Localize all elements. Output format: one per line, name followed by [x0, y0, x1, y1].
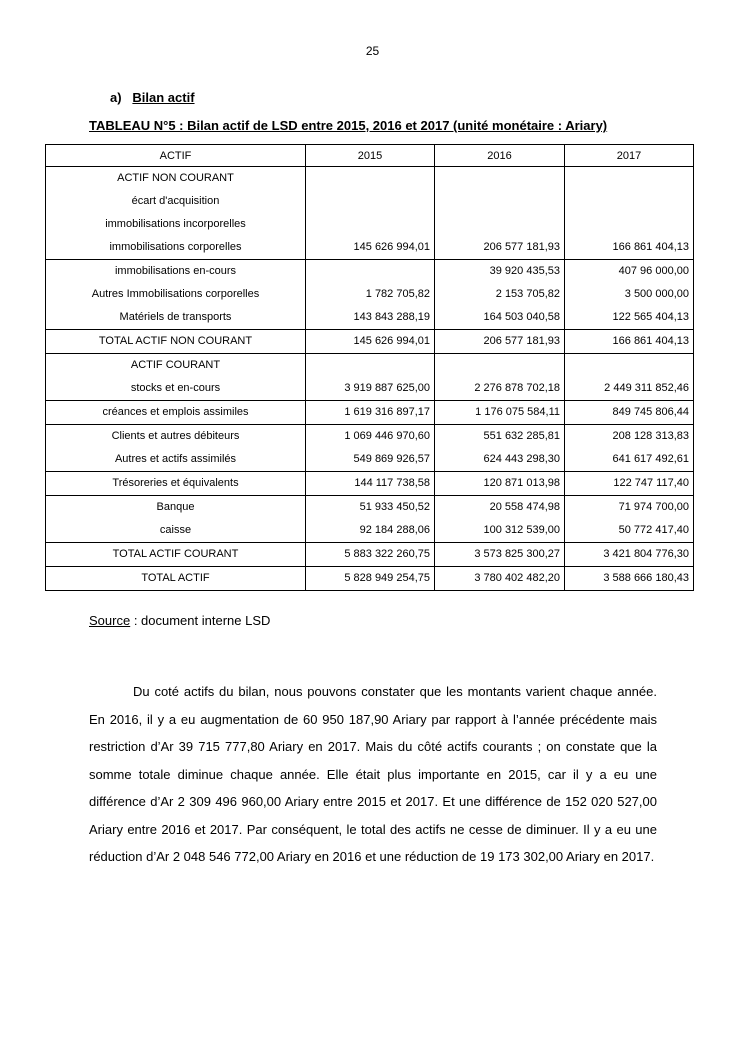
value-2016-cell: [435, 167, 565, 260]
actif-label-cell: [46, 401, 306, 425]
row-value: [569, 354, 689, 377]
row-value: 92 184 288,06: [359, 524, 430, 536]
value-2017-cell: [565, 567, 694, 591]
row-value: [439, 213, 560, 236]
value-2015-cell: [306, 543, 435, 567]
row-value: 166 861 404,13: [612, 335, 689, 347]
row-value: [439, 354, 560, 377]
row-label: Matériels de transports: [119, 311, 232, 323]
value-2017-cell: [565, 330, 694, 354]
row-value: 641 617 492,61: [612, 453, 689, 465]
row-value: 39 920 435,53: [489, 265, 560, 277]
row-value: 20 558 474,98: [489, 501, 560, 513]
header-actif: ACTIF: [46, 145, 306, 167]
row-value: 3 780 402 482,20: [474, 572, 560, 584]
value-2017-cell: [565, 401, 694, 425]
row-value: 849 745 806,44: [612, 406, 689, 418]
row-value: 407 96 000,00: [618, 265, 689, 277]
value-2016-cell: [435, 496, 565, 543]
row-value: 3 421 804 776,30: [603, 548, 689, 560]
actif-label-cell: [46, 472, 306, 496]
row-value: [310, 167, 430, 190]
value-2015-cell: [306, 401, 435, 425]
value-2015-cell: [306, 167, 435, 260]
row-label: Autres Immobilisations corporelles: [91, 288, 260, 300]
value-2016-cell: [435, 543, 565, 567]
value-2016-cell: [435, 567, 565, 591]
table-row: [46, 260, 694, 330]
table-row: [46, 354, 694, 401]
value-2017-cell: [565, 543, 694, 567]
row-value: 3 588 666 180,43: [603, 572, 689, 584]
row-value: 206 577 181,93: [483, 241, 560, 253]
row-value: 145 626 994,01: [353, 335, 430, 347]
row-value: [569, 167, 689, 190]
row-label: caisse: [159, 524, 192, 536]
row-label: écart d'acquisition: [131, 195, 220, 207]
value-2015-cell: [306, 472, 435, 496]
row-value: 3 500 000,00: [624, 288, 689, 300]
value-2015-cell: [306, 354, 435, 401]
value-2017-cell: [565, 260, 694, 330]
table-caption: TABLEAU N°5 : Bilan actif de LSD entre 2015, 2016 et 2017 (unité monétaire : Ariary): [89, 118, 608, 133]
row-value: 2 153 705,82: [495, 288, 560, 300]
row-value: 2 449 311 852,46: [604, 382, 689, 394]
row-value: 71 974 700,00: [618, 501, 689, 513]
value-2016-cell: [435, 354, 565, 401]
row-label: immobilisations corporelles: [109, 241, 242, 253]
row-label: TOTAL ACTIF NON COURANT: [98, 335, 253, 347]
value-2015-cell: [306, 330, 435, 354]
row-value: [569, 190, 689, 213]
value-2016-cell: [435, 330, 565, 354]
row-value: [310, 354, 430, 377]
row-label: immobilisations en-cours: [114, 265, 237, 277]
table-row: [46, 472, 694, 496]
row-value: 2 276 878 702,18: [474, 382, 560, 394]
row-value: 549 869 926,57: [353, 453, 430, 465]
value-2015-cell: [306, 260, 435, 330]
table-row: [46, 330, 694, 354]
row-label: créances et emplois assimiles: [102, 406, 249, 418]
table-row: [46, 401, 694, 425]
value-2016-cell: [435, 472, 565, 496]
row-value: 145 626 994,01: [353, 241, 430, 253]
value-2015-cell: [306, 567, 435, 591]
actif-label-cell: [46, 354, 306, 401]
row-value: 1 782 705,82: [365, 288, 430, 300]
table-row: [46, 496, 694, 543]
row-value: 122 747 117,40: [613, 477, 689, 489]
row-label: ACTIF NON COURANT: [117, 172, 234, 184]
row-value: 3 573 825 300,27: [474, 548, 560, 560]
row-value: [569, 213, 689, 236]
analysis-paragraph: Du coté actifs du bilan, nous pouvons constater que les montants varient chaque année. En 2016, il y a eu augmentation de 60 950 187,90 Ariary par rapport à l’année précédente mais restriction d’Ar 39 715 777,80 Ariary en 2017. Mais du côté actifs courants ; on constate que la somme totale diminue chaque année. Elle était plus importante en 2015, car il y a eu une différence d’Ar 2 309 496 960,00 Ariary entre 2015 et 2017. Et une différence de 152 020 527,00 Ariary entre 2016 et 2017. Par conséquent, le total des actifs ne cesse de diminuer. Il y a eu une réduction d’Ar 2 048 546 772,00 Ariary en 2016 et une réduction de 19 173 302,00 Ariary en 2017.: [89, 684, 657, 864]
source-note: [89, 613, 270, 628]
table-row: [46, 167, 694, 260]
actif-label-cell: [46, 543, 306, 567]
value-2017-cell: [565, 354, 694, 401]
row-value: [310, 190, 430, 213]
section-heading: [110, 90, 195, 105]
row-value: 1 176 075 584,11: [475, 406, 560, 418]
actif-label-cell: [46, 260, 306, 330]
row-value: 120 871 013,98: [483, 477, 560, 489]
row-value: 164 503 040,58: [483, 311, 560, 323]
row-label: TOTAL ACTIF COURANT: [112, 548, 239, 560]
value-2016-cell: [435, 401, 565, 425]
table-row: [46, 425, 694, 472]
actif-label-cell: [46, 567, 306, 591]
source-label: Source: [89, 613, 131, 628]
actif-label-cell: [46, 167, 306, 260]
row-value: 1 619 316 897,17: [344, 406, 430, 418]
row-value: 166 861 404,13: [612, 241, 689, 253]
row-label: Clients et autres débiteurs: [111, 430, 240, 442]
row-value: 3 919 887 625,00: [344, 382, 430, 394]
row-value: 122 565 404,13: [612, 311, 689, 323]
row-value: 624 443 298,30: [483, 453, 560, 465]
row-label: immobilisations incorporelles: [105, 218, 246, 230]
value-2017-cell: [565, 425, 694, 472]
row-value: 551 632 285,81: [483, 430, 560, 442]
actif-label-cell: [46, 425, 306, 472]
table-row: [46, 543, 694, 567]
row-value: 206 577 181,93: [483, 335, 560, 347]
bilan-actif-table: [45, 144, 694, 591]
row-label: Banque: [156, 501, 195, 513]
row-value: 5 883 322 260,75: [344, 548, 430, 560]
row-value: 144 117 738,58: [354, 477, 430, 489]
value-2016-cell: [435, 425, 565, 472]
table-header-row: [46, 145, 694, 167]
section-title: Bilan actif: [132, 90, 195, 105]
row-label: ACTIF COURANT: [130, 359, 221, 371]
row-value: [310, 260, 430, 283]
page-number: 25: [365, 44, 380, 58]
row-value: 50 772 417,40: [618, 524, 689, 536]
value-2017-cell: [565, 472, 694, 496]
row-value: 208 128 313,83: [612, 430, 689, 442]
value-2017-cell: [565, 496, 694, 543]
header-2016: 2016: [435, 145, 565, 167]
row-label: TOTAL ACTIF: [141, 572, 210, 584]
row-value: 5 828 949 254,75: [344, 572, 430, 584]
row-label: Autres et actifs assimilés: [114, 453, 237, 465]
value-2015-cell: [306, 496, 435, 543]
row-value: 51 933 450,52: [359, 501, 430, 513]
value-2016-cell: [435, 260, 565, 330]
row-value: 143 843 288,19: [353, 311, 430, 323]
value-2017-cell: [565, 167, 694, 260]
row-value: [439, 190, 560, 213]
value-2015-cell: [306, 425, 435, 472]
header-2017: 2017: [565, 145, 694, 167]
row-label: Trésoreries et équivalents: [112, 477, 239, 489]
source-text: : document interne LSD: [130, 613, 271, 628]
actif-label-cell: [46, 330, 306, 354]
row-value: 100 312 539,00: [483, 524, 560, 536]
actif-label-cell: [46, 496, 306, 543]
table-row: [46, 567, 694, 591]
row-value: 1 069 446 970,60: [344, 430, 430, 442]
section-prefix: a): [110, 90, 122, 105]
row-label: stocks et en-cours: [130, 382, 221, 394]
row-value: [310, 213, 430, 236]
header-2015: 2015: [306, 145, 435, 167]
row-value: [439, 167, 560, 190]
